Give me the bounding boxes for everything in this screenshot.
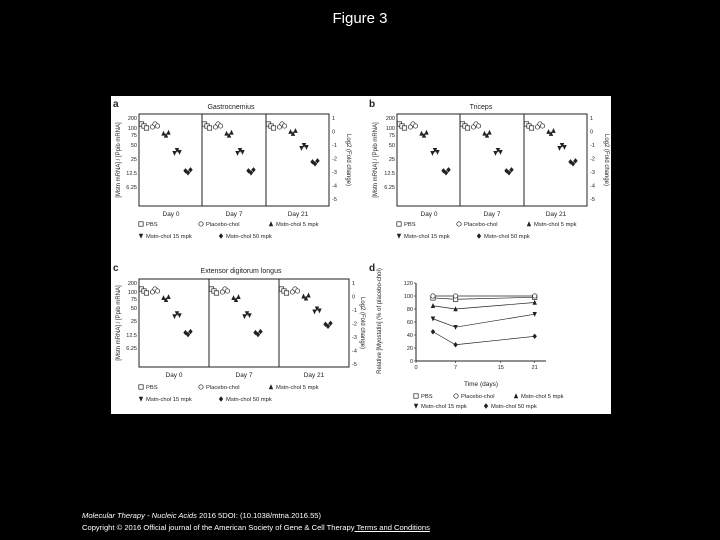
panel-c-title: Extensor digitorum longus bbox=[200, 268, 282, 275]
legend-placebo-label: Placebo-chol bbox=[461, 394, 495, 400]
panel-d-ytick: 40 bbox=[406, 333, 413, 339]
legend-placebo-marker bbox=[199, 222, 203, 226]
panel-b-ytick: 75 bbox=[388, 133, 395, 139]
legend-m50-marker bbox=[484, 403, 488, 408]
panel-d-ytick: 20 bbox=[406, 346, 413, 352]
panel-a-day21: Day 21 bbox=[287, 211, 309, 218]
panel-b-point bbox=[493, 151, 497, 156]
panel-c-point bbox=[317, 309, 321, 314]
panel-c-ylabel: [Mstn mRNA] / [Ppib mRNA] bbox=[116, 285, 122, 361]
panel-c-y2tick: -2 bbox=[352, 321, 357, 328]
panel-c-point bbox=[225, 289, 229, 293]
panel-d-ytick: 120 bbox=[403, 281, 413, 287]
panel-a-y2tick: -2 bbox=[332, 156, 337, 163]
panel-b-ytick: 25 bbox=[388, 157, 395, 163]
panel-c-ytick: 200 bbox=[127, 281, 137, 287]
panel-b-ytick: 200 bbox=[385, 116, 395, 122]
panel-a-y2tick: -3 bbox=[332, 170, 337, 176]
panel-b-ytick: 6.25 bbox=[384, 185, 395, 191]
panel-c-ytick: 50 bbox=[130, 306, 137, 312]
panel-c-ytick: 12.5 bbox=[126, 333, 137, 339]
panel-d-xtick: 21 bbox=[531, 365, 538, 371]
panel-c-point bbox=[312, 310, 316, 315]
panel-c-point bbox=[177, 313, 181, 318]
panel-d-xtick: 7 bbox=[454, 365, 458, 371]
panel-c-point bbox=[144, 291, 148, 295]
panel-b-title: Triceps bbox=[469, 104, 493, 111]
panel-a-day0: Day 0 bbox=[162, 211, 180, 218]
panel-c-point bbox=[284, 291, 288, 295]
series-line-m50 bbox=[433, 332, 535, 345]
legend-placebo-marker bbox=[199, 385, 203, 389]
panel-a-y2tick: -5 bbox=[332, 197, 337, 203]
panel-a-point bbox=[304, 145, 308, 150]
panel-c-ytick: 100 bbox=[127, 290, 137, 296]
terms-link[interactable]: Terms and Conditions bbox=[354, 523, 430, 532]
legend-m50-marker bbox=[477, 233, 481, 238]
series-point-m50 bbox=[532, 334, 536, 339]
series-point-m50 bbox=[453, 342, 457, 347]
legend-m5-label: Mstn-chol 5 mpk bbox=[276, 385, 319, 391]
legend-placebo-label: Placebo-chol bbox=[206, 222, 240, 228]
panel-a-point bbox=[282, 124, 286, 128]
panel-a-point bbox=[299, 146, 303, 151]
panel-d-ytick: 0 bbox=[409, 359, 413, 365]
legend-m50-marker bbox=[219, 396, 223, 401]
citation-line bbox=[82, 510, 430, 522]
panel-d-xtick: 0 bbox=[414, 365, 418, 371]
panel-a-y2tick: 1 bbox=[332, 116, 336, 122]
panel-a-point bbox=[240, 150, 244, 155]
copyright-text: Copyright © 2016 Official journal of the American Society of Gene & Cell Therapy bbox=[82, 523, 355, 532]
series-point-placebo bbox=[431, 294, 435, 298]
panel-c-y2tick: -3 bbox=[352, 335, 357, 341]
panel-a-title: Gastrocnemius bbox=[207, 104, 255, 111]
panel-c-ytick: 75 bbox=[130, 297, 137, 303]
panel-c-point bbox=[214, 291, 218, 295]
legend-m5-label: Mstn-chol 5 mpk bbox=[276, 222, 319, 228]
panel-d-xtick: 15 bbox=[497, 365, 504, 371]
legend-pbs-label: PBS bbox=[404, 222, 416, 228]
series-line-m5 bbox=[433, 303, 535, 310]
panel-c-point bbox=[247, 313, 251, 318]
legend-pbs-label: PBS bbox=[146, 222, 158, 228]
panel-c-letter: c bbox=[113, 263, 119, 274]
panel-c-point bbox=[295, 289, 299, 293]
panel-b-ytick: 100 bbox=[385, 126, 395, 132]
panel-b-point bbox=[540, 124, 544, 128]
panel-c-ytick: 25 bbox=[130, 319, 137, 325]
panel-c-day21: Day 21 bbox=[303, 372, 325, 379]
legend-pbs-label: PBS bbox=[421, 394, 433, 400]
legend-m15-marker bbox=[414, 404, 418, 409]
panel-b-letter: b bbox=[369, 99, 376, 110]
panel-b-point bbox=[430, 151, 434, 156]
panel-d-letter: d bbox=[369, 263, 376, 274]
panel-b-day21: Day 21 bbox=[545, 211, 567, 218]
panel-c-y2tick: -5 bbox=[352, 362, 357, 368]
journal-name: Molecular Therapy - Nucleic Acids bbox=[82, 511, 197, 520]
panel-b-point bbox=[498, 150, 502, 155]
panel-a-ylabel: [Mstn mRNA] / [Ppib mRNA] bbox=[116, 122, 122, 198]
panel-a-point bbox=[207, 126, 211, 130]
page-title: Figure 3 bbox=[332, 10, 388, 27]
panel-b-point bbox=[562, 145, 566, 150]
panel-a-point bbox=[229, 130, 233, 135]
panel-b-point bbox=[551, 128, 555, 133]
legend-pbs-marker bbox=[414, 394, 418, 398]
panel-b-y2tick: -5 bbox=[590, 197, 595, 203]
legend-pbs-label: PBS bbox=[146, 385, 158, 391]
panel-a-y2tick: -1 bbox=[332, 143, 337, 149]
panel-b-point bbox=[487, 130, 491, 135]
series-point-placebo bbox=[453, 294, 457, 298]
panel-b-point bbox=[413, 124, 417, 128]
panel-b-day0: Day 0 bbox=[420, 211, 438, 218]
panel-d bbox=[377, 268, 546, 388]
panel-a-point bbox=[144, 126, 148, 130]
footer bbox=[82, 510, 430, 534]
panel-c-point bbox=[172, 314, 176, 319]
panel-c-point bbox=[166, 294, 170, 299]
series-point-m15 bbox=[453, 325, 457, 330]
panel-b-y2tick: -4 bbox=[590, 183, 595, 190]
figure-3 bbox=[111, 96, 611, 414]
panel-c-y2tick: 1 bbox=[352, 281, 356, 287]
series-point-m5 bbox=[431, 303, 435, 308]
panel-a-ytick: 50 bbox=[130, 143, 137, 149]
series-point-placebo bbox=[532, 294, 536, 298]
panel-c-point bbox=[306, 293, 310, 298]
panel-b-point bbox=[476, 124, 480, 128]
panel-b bbox=[373, 114, 609, 218]
legend-placebo-label: Placebo-chol bbox=[206, 385, 240, 391]
panel-d-ytick: 80 bbox=[406, 307, 413, 313]
legend-m15-marker bbox=[139, 234, 143, 239]
panel-b-y2label: Log2 (Fold change) bbox=[603, 133, 609, 187]
panel-b-point bbox=[424, 130, 428, 135]
panel-a-ytick: 75 bbox=[130, 133, 137, 139]
legend-m50-label: Mstn-chol 50 mpk bbox=[226, 397, 272, 403]
legend-m15-marker bbox=[397, 234, 401, 239]
legend-m50-marker bbox=[219, 233, 223, 238]
panel-b-y2tick: 0 bbox=[590, 129, 594, 136]
legend-m15-label: Mstn-chol 15 mpk bbox=[421, 404, 467, 410]
legend-m15-label: Mstn-chol 15 mpk bbox=[146, 397, 192, 403]
legend-m5-marker bbox=[269, 221, 273, 226]
panel-c-ytick: 6.25 bbox=[126, 346, 137, 352]
panel-b-ytick: 50 bbox=[388, 143, 395, 149]
panel-a-day7: Day 7 bbox=[225, 211, 243, 218]
panel-d-ytick: 60 bbox=[406, 320, 413, 326]
series-point-m50 bbox=[431, 329, 435, 334]
panel-a-point bbox=[172, 151, 176, 156]
panel-b-y2tick: -2 bbox=[590, 156, 595, 163]
legend-placebo-marker bbox=[454, 394, 458, 398]
panel-c-point bbox=[155, 289, 159, 293]
series-line-pbs bbox=[433, 297, 535, 299]
legend-pbs-marker bbox=[397, 222, 401, 226]
legend-m50-label: Mstn-chol 50 mpk bbox=[226, 234, 272, 240]
panel-b-point bbox=[557, 146, 561, 151]
series-line-m15 bbox=[433, 314, 535, 327]
panel-a-ytick: 6.25 bbox=[126, 185, 137, 191]
panel-a-ytick: 200 bbox=[127, 116, 137, 122]
panel-a-y2tick: -4 bbox=[332, 183, 337, 190]
panel-c-day7: Day 7 bbox=[235, 372, 253, 379]
legend-m5-marker bbox=[527, 221, 531, 226]
panel-a-ytick: 100 bbox=[127, 126, 137, 132]
legend-m5-marker bbox=[514, 393, 518, 398]
citation-doi: 2016 5DOI: (10.1038/mtna.2016.55) bbox=[196, 511, 322, 520]
figure-svg bbox=[111, 96, 611, 414]
panel-b-y2tick: -3 bbox=[590, 170, 595, 176]
panel-a-y2tick: 0 bbox=[332, 129, 336, 136]
legend-m15-marker bbox=[139, 397, 143, 402]
panel-b-ylabel: [Mstn mRNA] / [Ppib mRNA] bbox=[373, 122, 379, 198]
panel-b-point bbox=[402, 126, 406, 130]
legend-m15-label: Mstn-chol 15 mpk bbox=[404, 234, 450, 240]
copyright-line bbox=[82, 522, 430, 534]
panel-a-point bbox=[218, 124, 222, 128]
legend-m5-label: Mstn-chol 5 mpk bbox=[534, 222, 577, 228]
panel-a-point bbox=[235, 151, 239, 156]
panel-b-point bbox=[529, 126, 533, 130]
panel-a-point bbox=[293, 128, 297, 133]
panel-b-y2tick: 1 bbox=[590, 116, 594, 122]
panel-a-point bbox=[155, 124, 159, 128]
panel-a-y2label: Log2 (Fold change) bbox=[345, 133, 351, 187]
panel-a-point bbox=[166, 130, 170, 135]
legend-m5-label: Mstn-chol 5 mpk bbox=[521, 394, 564, 400]
panel-a-letter: a bbox=[113, 99, 119, 110]
panel-b-ytick: 12.5 bbox=[384, 171, 395, 177]
panel-c-y2tick: -4 bbox=[352, 348, 357, 355]
panel-c-y2tick: 0 bbox=[352, 294, 356, 301]
panel-b-point bbox=[465, 126, 469, 130]
panel-a-ytick: 25 bbox=[130, 157, 137, 163]
legend-m50-label: Mstn-chol 50 mpk bbox=[491, 404, 537, 410]
panel-a-ytick: 12.5 bbox=[126, 171, 137, 177]
panel-a-point bbox=[271, 126, 275, 130]
legend-pbs-marker bbox=[139, 222, 143, 226]
panel-d-ylabel: Relative [Myostatin] (% of placebo-chol) bbox=[377, 268, 383, 374]
panel-c-point bbox=[236, 294, 240, 299]
panel-a bbox=[116, 114, 351, 218]
panel-d-ytick: 100 bbox=[403, 294, 413, 300]
legend-m50-label: Mstn-chol 50 mpk bbox=[484, 234, 530, 240]
legend-m15-label: Mstn-chol 15 mpk bbox=[146, 234, 192, 240]
panel-d-xlabel: Time (days) bbox=[463, 381, 499, 388]
legend-pbs-marker bbox=[139, 385, 143, 389]
panel-b-y2tick: -1 bbox=[590, 143, 595, 149]
panel-c-day0: Day 0 bbox=[165, 372, 183, 379]
series-point-m5 bbox=[532, 300, 536, 305]
panel-a-point bbox=[177, 150, 181, 155]
legend-placebo-label: Placebo-chol bbox=[464, 222, 498, 228]
legend-m5-marker bbox=[269, 384, 273, 389]
panel-c-point bbox=[242, 314, 246, 319]
panel-b-day7: Day 7 bbox=[483, 211, 501, 218]
panel-b-point bbox=[435, 150, 439, 155]
panel-c-y2label: Log2 (Fold change) bbox=[359, 296, 365, 350]
legend-placebo-marker bbox=[457, 222, 461, 226]
panel-c-y2tick: -1 bbox=[352, 308, 357, 314]
